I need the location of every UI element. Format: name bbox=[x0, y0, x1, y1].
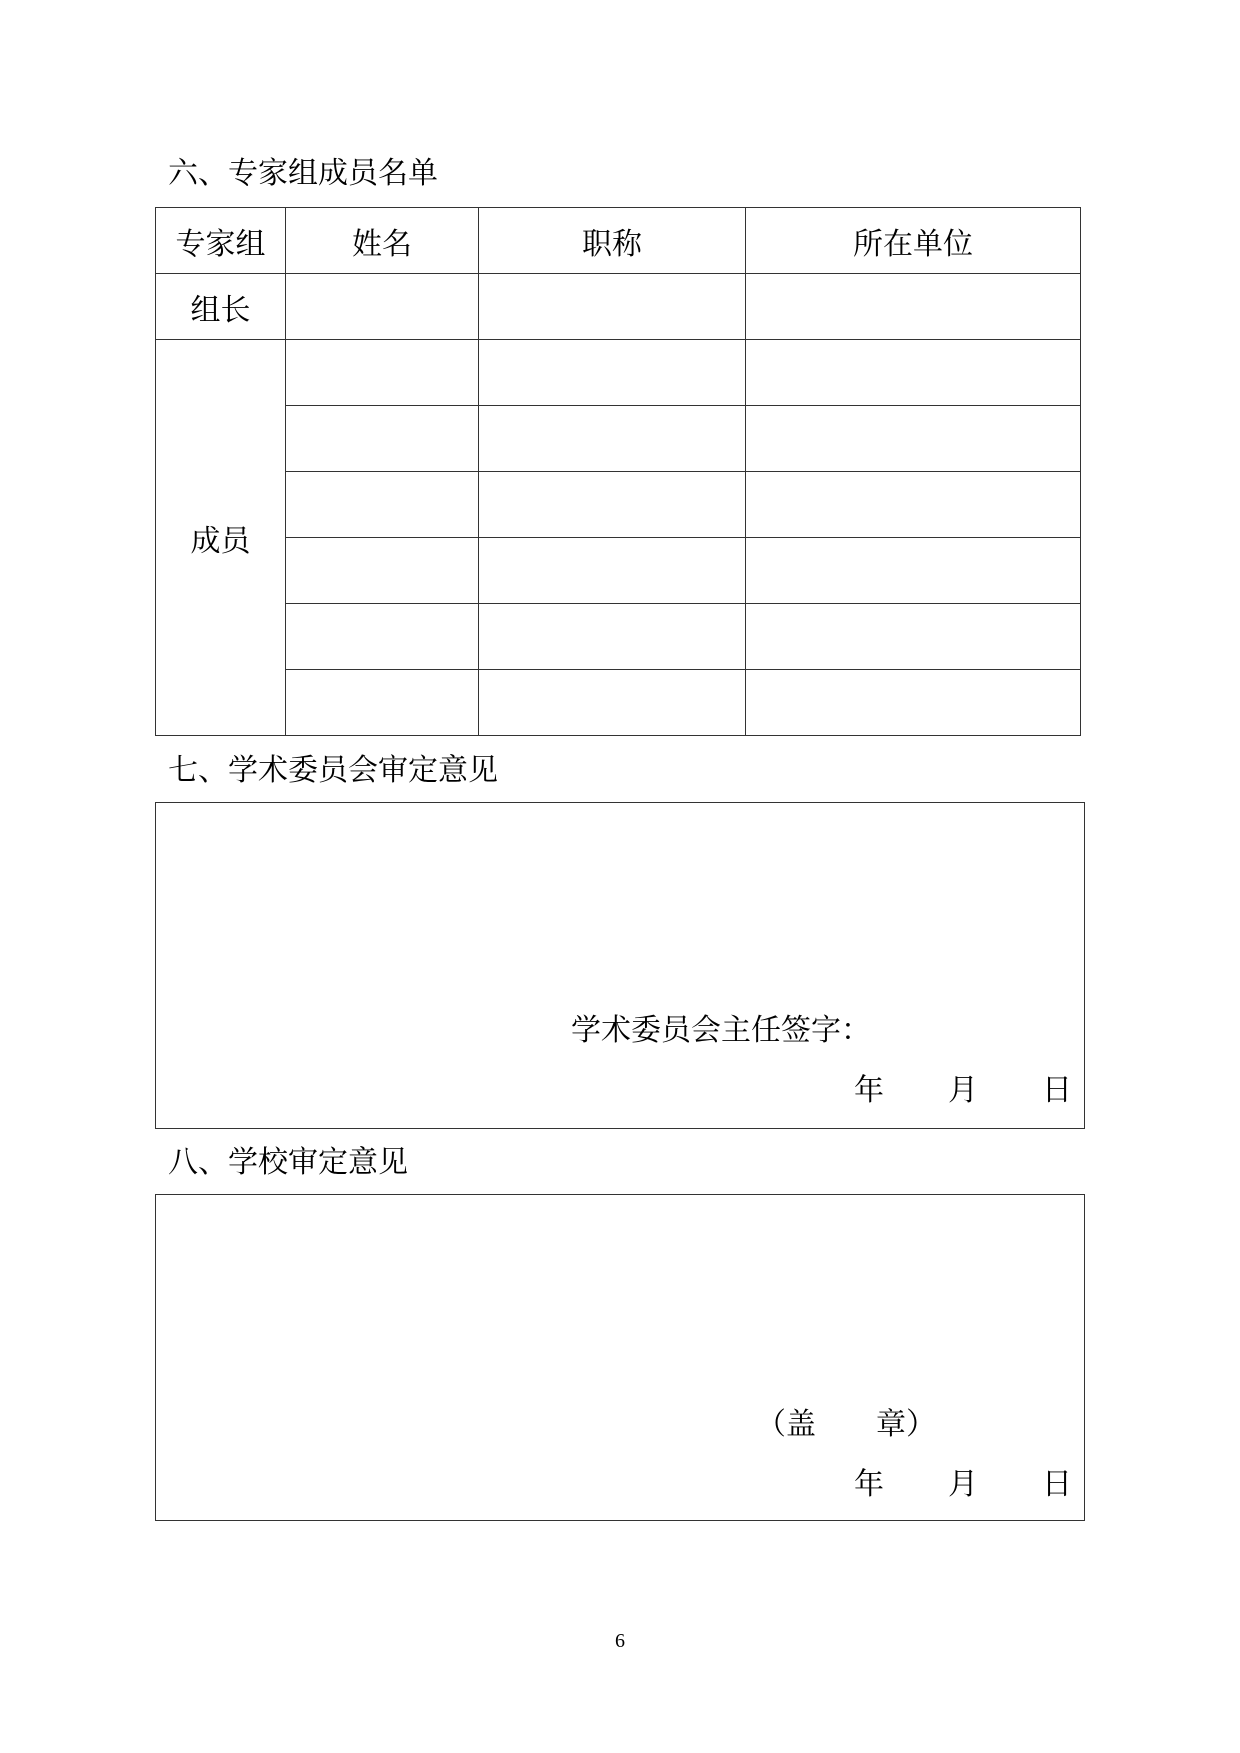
member-organization-cell[interactable] bbox=[746, 472, 1081, 538]
header-organization: 所在单位 bbox=[746, 208, 1081, 274]
date-year-label: 年 bbox=[854, 1467, 884, 1502]
leader-row bbox=[156, 274, 1081, 340]
member-organization-cell[interactable] bbox=[746, 538, 1081, 604]
member-title-cell[interactable] bbox=[479, 340, 746, 406]
header-title: 职称 bbox=[479, 208, 746, 274]
section-7-title: 七、学术委员会审定意见 bbox=[168, 753, 498, 788]
date-month-label: 月 bbox=[948, 1073, 978, 1108]
member-row bbox=[156, 538, 1081, 604]
section-6-title: 六、专家组成员名单 bbox=[168, 156, 438, 191]
leader-organization-cell[interactable] bbox=[746, 274, 1081, 340]
header-expert-group: 专家组 bbox=[156, 208, 286, 274]
member-row bbox=[156, 670, 1081, 736]
member-title-cell[interactable] bbox=[479, 604, 746, 670]
expert-group-table bbox=[155, 207, 1081, 736]
member-row bbox=[156, 472, 1081, 538]
academic-committee-opinion-box[interactable] bbox=[155, 802, 1085, 1129]
member-name-cell[interactable] bbox=[286, 472, 479, 538]
member-title-cell[interactable] bbox=[479, 406, 746, 472]
date-day-label: 日 bbox=[1042, 1073, 1072, 1108]
member-organization-cell[interactable] bbox=[746, 670, 1081, 736]
date-day-label: 日 bbox=[1042, 1467, 1072, 1502]
leader-name-cell[interactable] bbox=[286, 274, 479, 340]
member-organization-cell[interactable] bbox=[746, 406, 1081, 472]
member-row bbox=[156, 604, 1081, 670]
member-name-cell[interactable] bbox=[286, 670, 479, 736]
member-title-cell[interactable] bbox=[479, 472, 746, 538]
member-title-cell[interactable] bbox=[479, 538, 746, 604]
member-row bbox=[156, 406, 1081, 472]
page-number: 6 bbox=[615, 1630, 625, 1652]
leader-title-cell[interactable] bbox=[479, 274, 746, 340]
section-8-title: 八、学校审定意见 bbox=[168, 1145, 408, 1180]
date-month-label: 月 bbox=[948, 1467, 978, 1502]
member-name-cell[interactable] bbox=[286, 538, 479, 604]
member-organization-cell[interactable] bbox=[746, 604, 1081, 670]
member-name-cell[interactable] bbox=[286, 406, 479, 472]
school-opinion-box[interactable] bbox=[155, 1194, 1085, 1521]
header-name: 姓名 bbox=[286, 208, 479, 274]
seal-label: （盖 章） bbox=[756, 1407, 936, 1442]
member-label: 成员 bbox=[156, 340, 286, 736]
member-name-cell[interactable] bbox=[286, 340, 479, 406]
date-year-label: 年 bbox=[854, 1073, 884, 1108]
member-organization-cell[interactable] bbox=[746, 340, 1081, 406]
member-name-cell[interactable] bbox=[286, 604, 479, 670]
committee-chair-signature-label: 学术委员会主任签字： bbox=[571, 1013, 871, 1048]
member-row bbox=[156, 340, 1081, 406]
member-title-cell[interactable] bbox=[479, 670, 746, 736]
table-header-row bbox=[156, 208, 1081, 274]
leader-label: 组长 bbox=[156, 274, 286, 340]
